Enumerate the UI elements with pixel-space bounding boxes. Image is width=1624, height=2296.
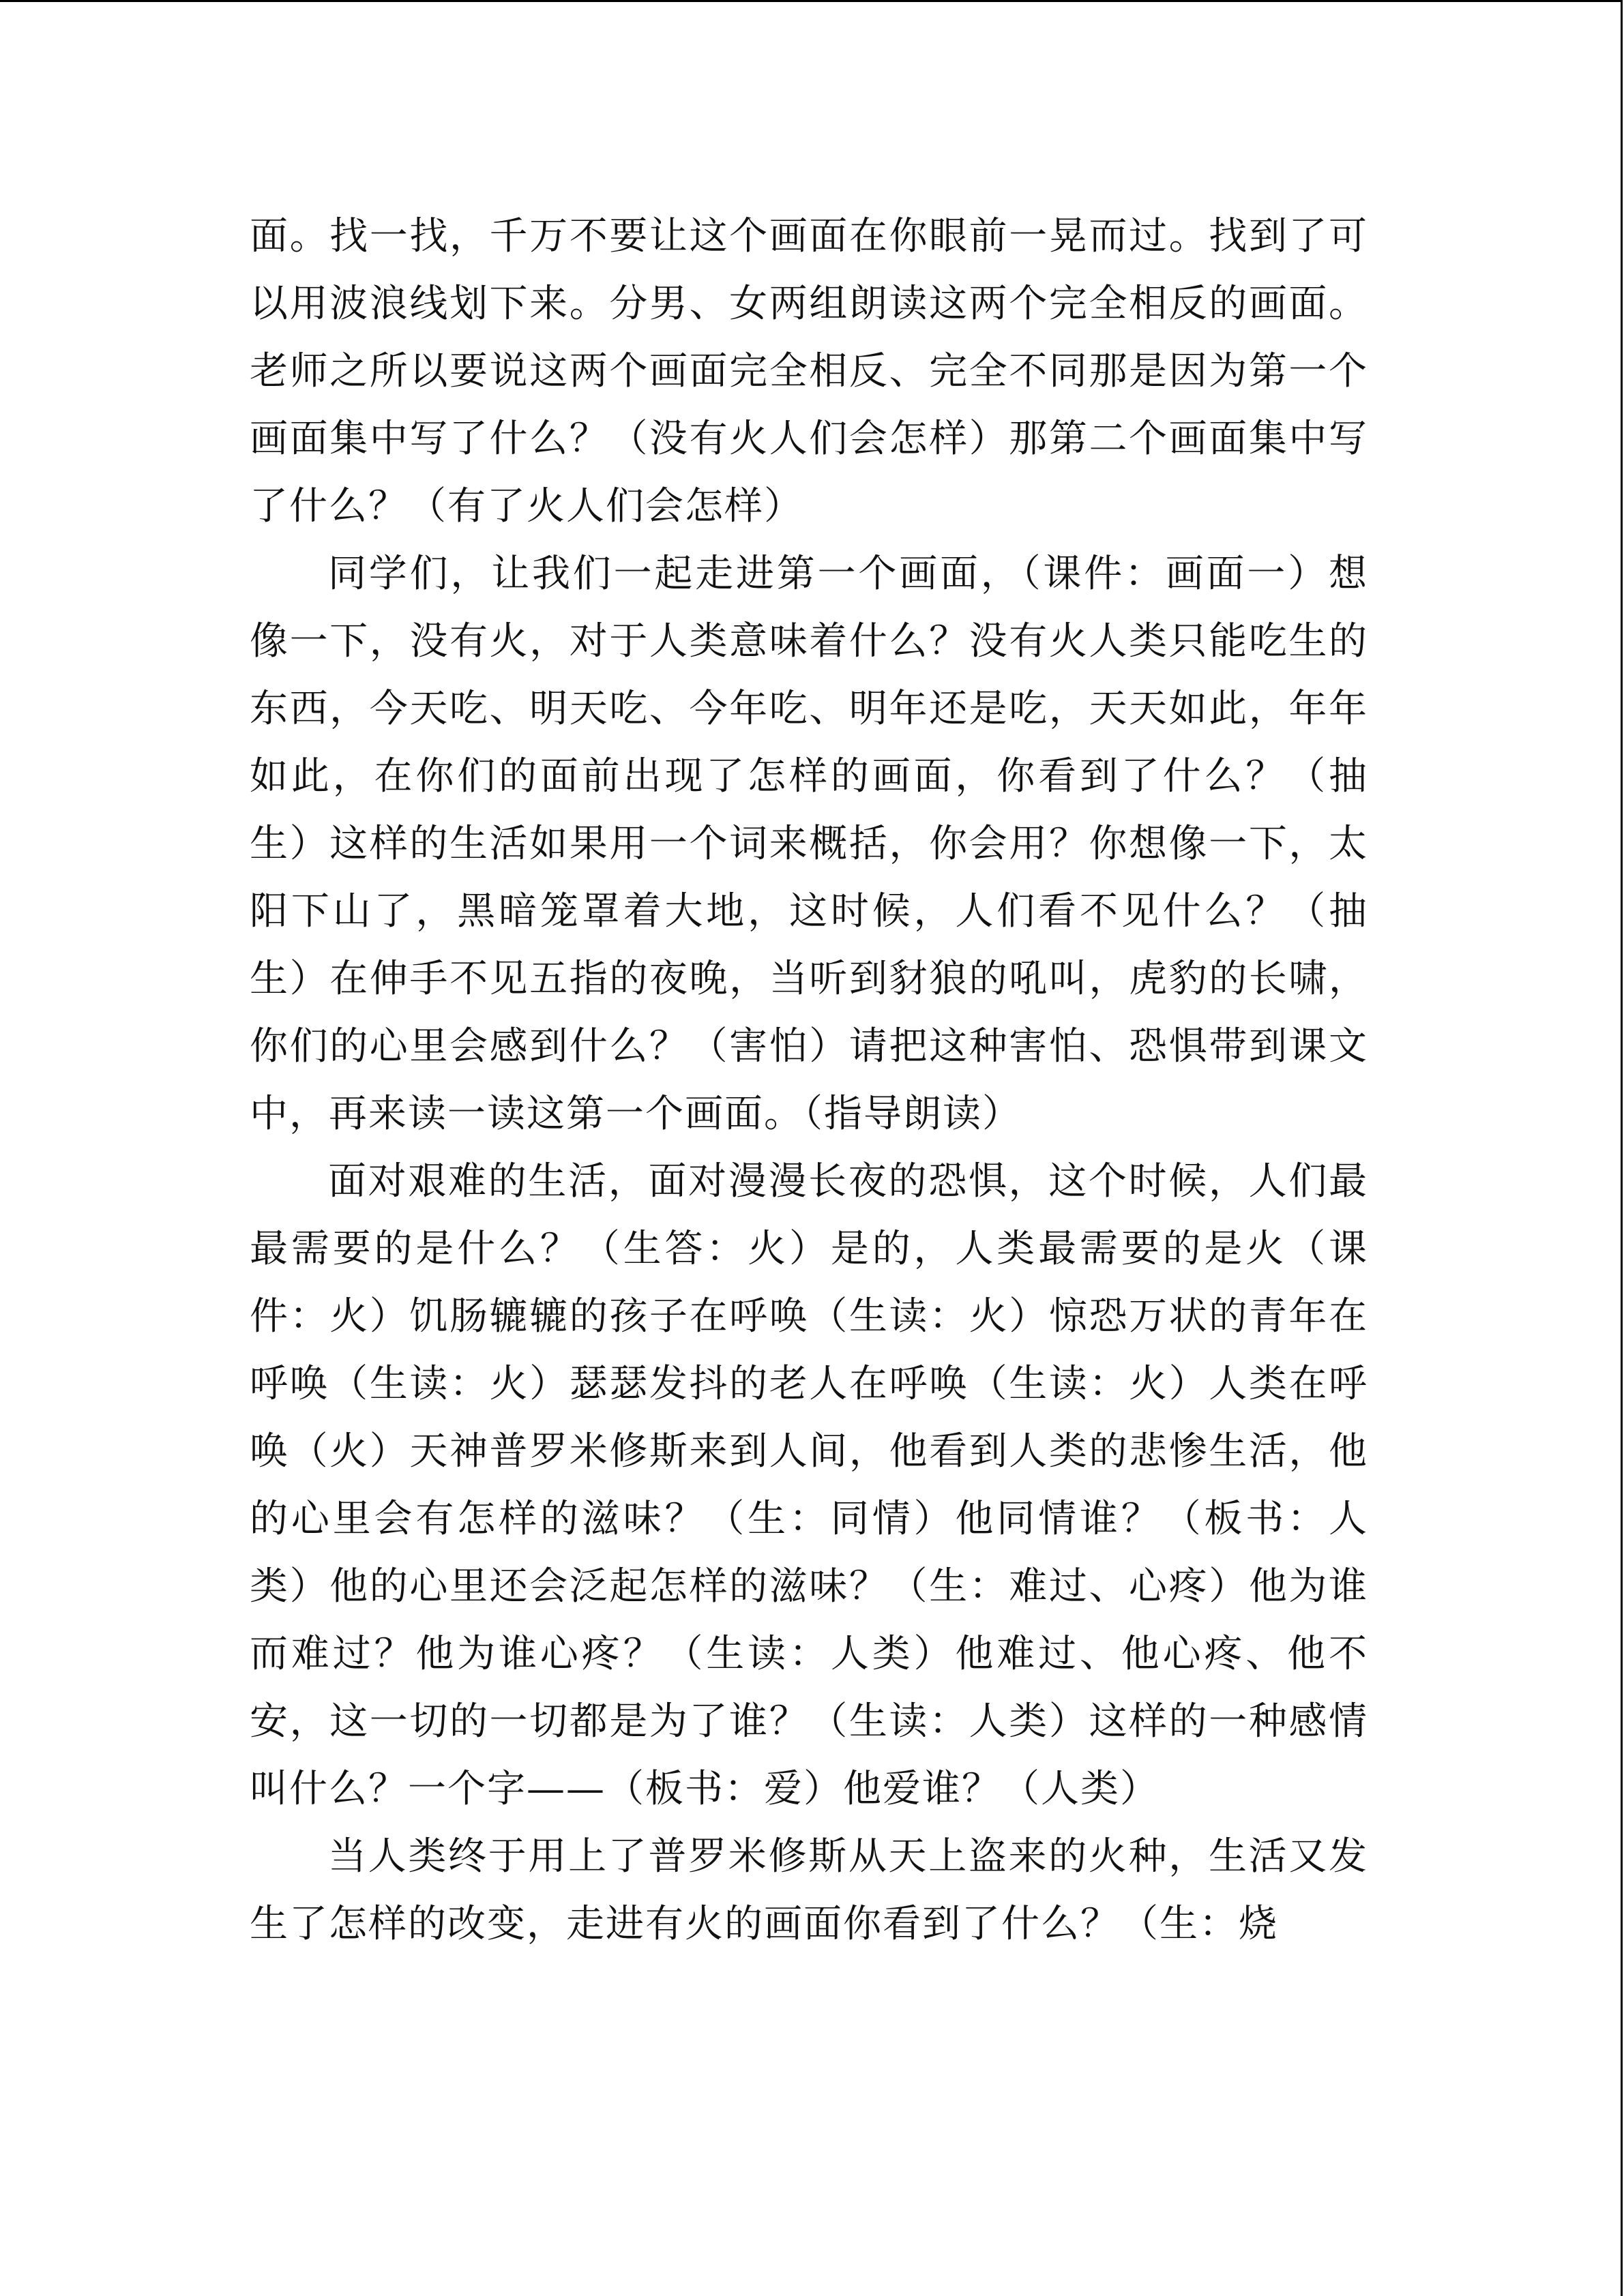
document-body: [250, 203, 1368, 1958]
paragraph-continuation: 面。找一找，千万不要让这个画面在你眼前一晃而过。找到了可以用波浪线划下来。分男、女两组朗读这两个完全相反的画面。老师之所以要说这两个画面完全相反、完全不同那是因为第一个画面集中写了什么？（没有火人们会怎样）那第二个画面集中写了什么？（有了火人们会怎样）: [250, 214, 1368, 528]
paragraph-first-scene: 同学们，让我们一起走进第一个画面，（课件：画面一）想像一下，没有火，对于人类意味着什么？没有火人类只能吃生的东西，今天吃、明天吃、今年吃、明年还是吃，天天如此，年年如此，在你们的面前出现了怎样的画面，你看到了什么？（抽生）这样的生活如果用一个词来概括，你会用？你想像一下，太阳下山了，黑暗笼罩着大地，这时候，人们看不见什么？（抽生）在伸手不见五指的夜晚，当听到豺狼的吼叫，虎豹的长啸，你们的心里会感到什么？（害怕）请把这种害怕、恐惧带到课文中，再来读一读这第一个画面。（指导朗读）: [250, 552, 1368, 1136]
paragraph-need-for-fire: 面对艰难的生活，面对漫漫长夜的恐惧，这个时候，人们最最需要的是什么？（生答：火）是的，人类最需要的是火（课件：火）饥肠辘辘的孩子在呼唤（生读：火）惊恐万状的青年在呼唤（生读：火）瑟瑟发抖的老人在呼唤（生读：火）人类在呼唤（火）天神普罗米修斯来到人间，他看到人类的悲惨生活，他的心里会有怎样的滋味？（生：同情）他同情谁？（板书：人类）他的心里还会泛起怎样的滋味？（生：难过、心疼）他为谁而难过？他为谁心疼？（生读：人类）他难过、他心疼、他不安，这一切的一切都是为了谁？（生读：人类）这样的一种感情叫什么？一个字——（板书：爱）他爱谁？（人类）: [250, 1159, 1368, 1811]
paragraph-second-scene: 当人类终于用上了普罗米修斯从天上盗来的火种，生活又发生了怎样的改变，走进有火的画面你看到了什么？（生：烧: [250, 1834, 1368, 1946]
